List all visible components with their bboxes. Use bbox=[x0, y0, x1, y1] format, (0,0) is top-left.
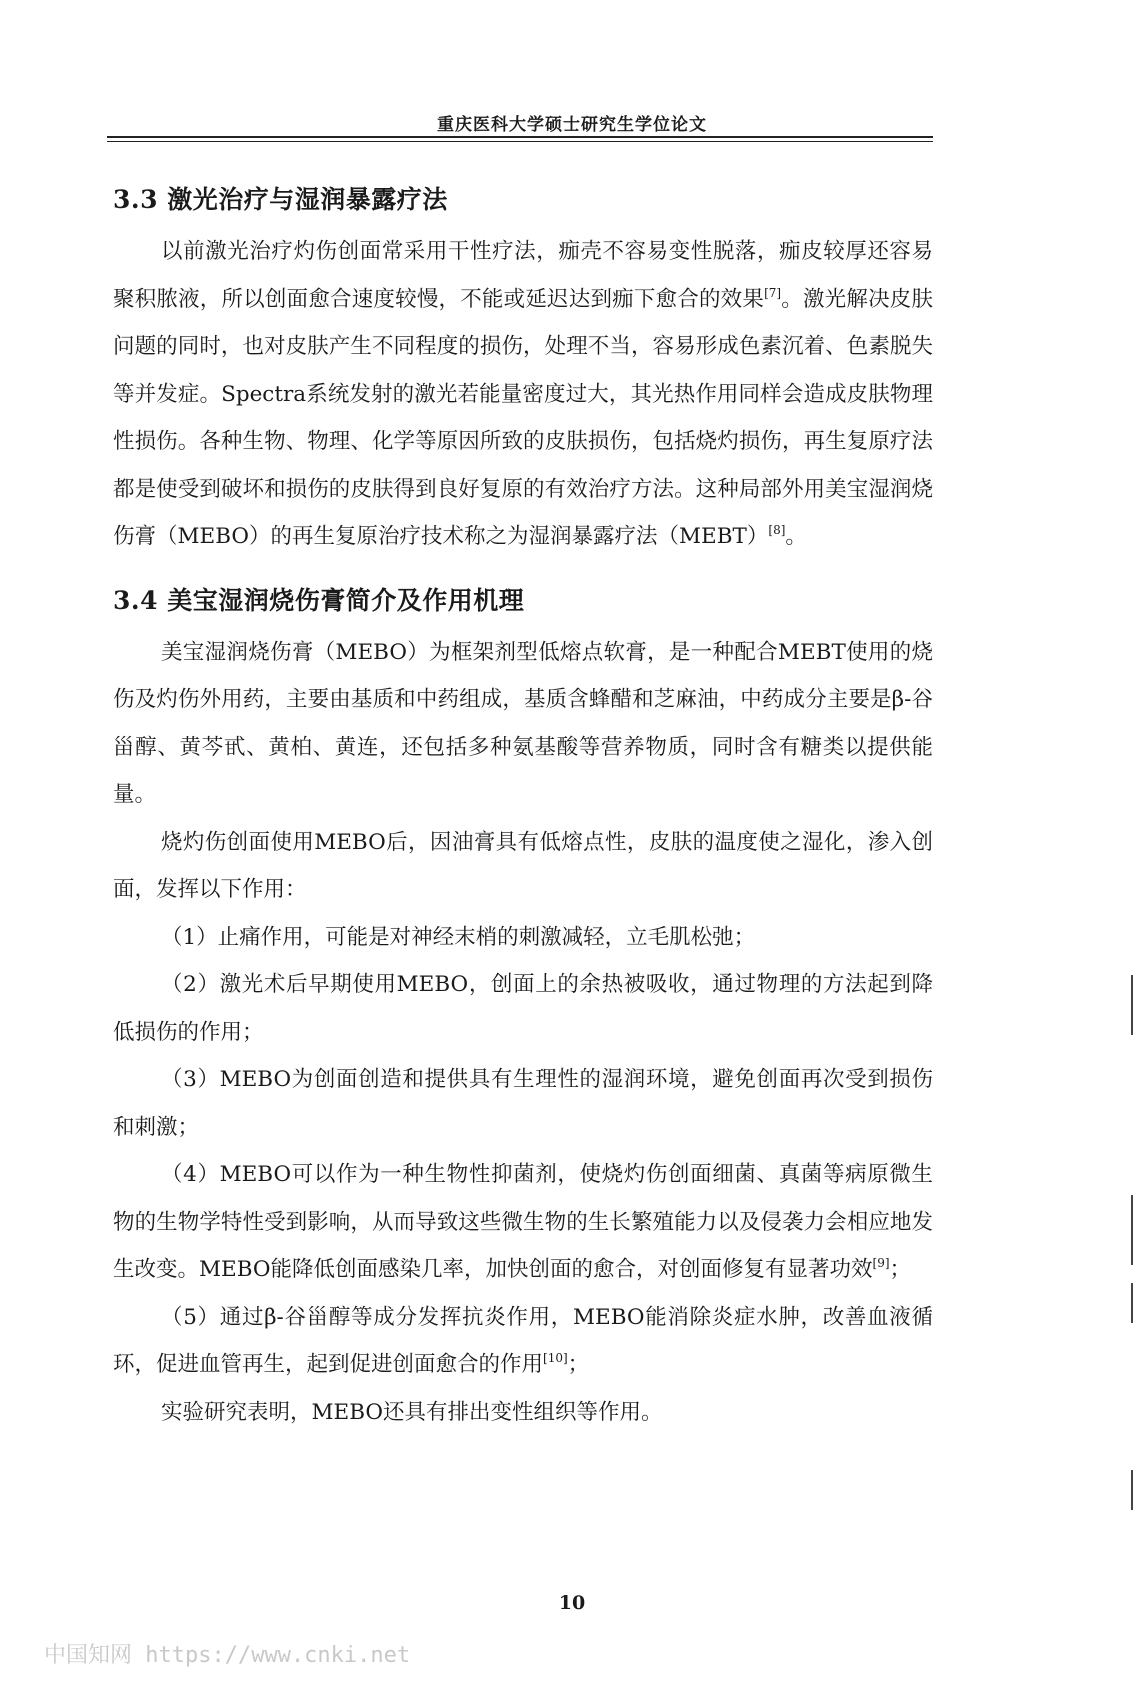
list-item-2: （2）激光术后早期使用MEBO，创面上的余热被吸收，通过物理的方法起到降低损伤的作用； bbox=[113, 972, 933, 1045]
text-part: 。激光解决皮肤问题的同时，也对皮肤产生不同程度的损伤，处理不当，容易形成色素沉着、色素脱失等并发症。Spectra系统发射的激光若能量密度过大，其光热作用同样会造成皮肤物理性损伤。各种生物、物理、化学等原因所致的皮肤损伤，包括烧灼损伤，再生复原疗法都是使受到破坏和损伤的皮肤得到良好复原的有效治疗方法。这种局部外用美宝湿润烧伤膏（MEBO）的再生复原治疗技术称之为湿润暴露疗法（MEBT） bbox=[113, 286, 933, 549]
scan-edge-mark bbox=[1131, 1195, 1133, 1265]
citation-10: [10] bbox=[543, 1351, 568, 1365]
list-item-text: （5）通过β-谷甾醇等成分发挥抗炎作用，MEBO能消除炎症水肿，改善血液循环，促进血管再生，起到促进创面愈合的作用 bbox=[113, 1304, 933, 1377]
list-item-end: ； bbox=[567, 1352, 590, 1377]
running-header: 重庆医科大学硕士研究生学位论文 bbox=[437, 115, 707, 135]
header-rule-thin bbox=[107, 141, 933, 142]
citation-8: [8] bbox=[768, 523, 786, 537]
list-item-text: （4）MEBO可以作为一种生物性抑菌剂，使烧灼伤创面细菌、真菌等病原微生物的生物学特性受到影响，从而导致这些微生物的生长繁殖能力以及侵袭力会相应地发生改变。MEBO能降低创面感染几率，加快创面的愈合，对创面修复有显著功效 bbox=[113, 1162, 933, 1282]
paragraph-mebo-intro: 美宝湿润烧伤膏（MEBO）为框架剂型低熔点软膏，是一种配合MEBT使用的烧伤及灼伤外用药，主要由基质和中药组成，基质含蜂醋和芝麻油，中药成分主要是β-谷甾醇、黄芩甙、黄柏、黄连，还包括多种氨基酸等营养物质，同时含有糖类以提供能量。 bbox=[113, 639, 933, 807]
section-heading-3-4: 3.4 美宝湿润烧伤膏简介及作用机理 bbox=[113, 585, 525, 615]
text-part: 。 bbox=[785, 524, 807, 549]
section-heading-3-3: 3.3 激光治疗与湿润暴露疗法 bbox=[113, 185, 448, 214]
paragraph-laser-therapy bbox=[113, 228, 933, 561]
page-number: 10 bbox=[558, 1592, 586, 1614]
header-rule bbox=[107, 136, 933, 138]
list-item-4 bbox=[113, 1151, 933, 1294]
scan-edge-mark bbox=[1131, 1283, 1133, 1323]
text-part: 以前激光治疗灼伤创面常采用干性疗法，痂壳不容易变性脱落，痂皮较厚还容易聚积脓液，所以创面愈合速度较慢，不能或延迟达到痂下愈合的效果 bbox=[113, 239, 933, 312]
citation-9: [9] bbox=[872, 1256, 890, 1270]
scan-edge-mark bbox=[1131, 975, 1133, 1035]
citation-7: [7] bbox=[764, 285, 782, 300]
scan-edge-mark bbox=[1131, 1470, 1133, 1510]
list-item-end: ； bbox=[889, 1257, 912, 1282]
paragraph-mebo-effects: 烧灼伤创面使用MEBO后，因油膏具有低熔点性，皮肤的温度使之湿化，渗入创面，发挥以下作用： bbox=[113, 829, 933, 902]
paragraph-closing: 实验研究表明，MEBO还具有排出变性组织等作用。 bbox=[161, 1399, 663, 1425]
list-item-5 bbox=[113, 1294, 933, 1389]
page-body bbox=[113, 172, 933, 1436]
watermark: 中国知网 https://www.cnki.net bbox=[44, 1643, 411, 1668]
list-item-3: （3）MEBO为创面创造和提供具有生理性的湿润环境，避免创面再次受到损伤和刺激； bbox=[113, 1067, 933, 1140]
list-item-1: （1）止痛作用，可能是对神经末梢的刺激减轻，立毛肌松弛； bbox=[161, 924, 756, 950]
